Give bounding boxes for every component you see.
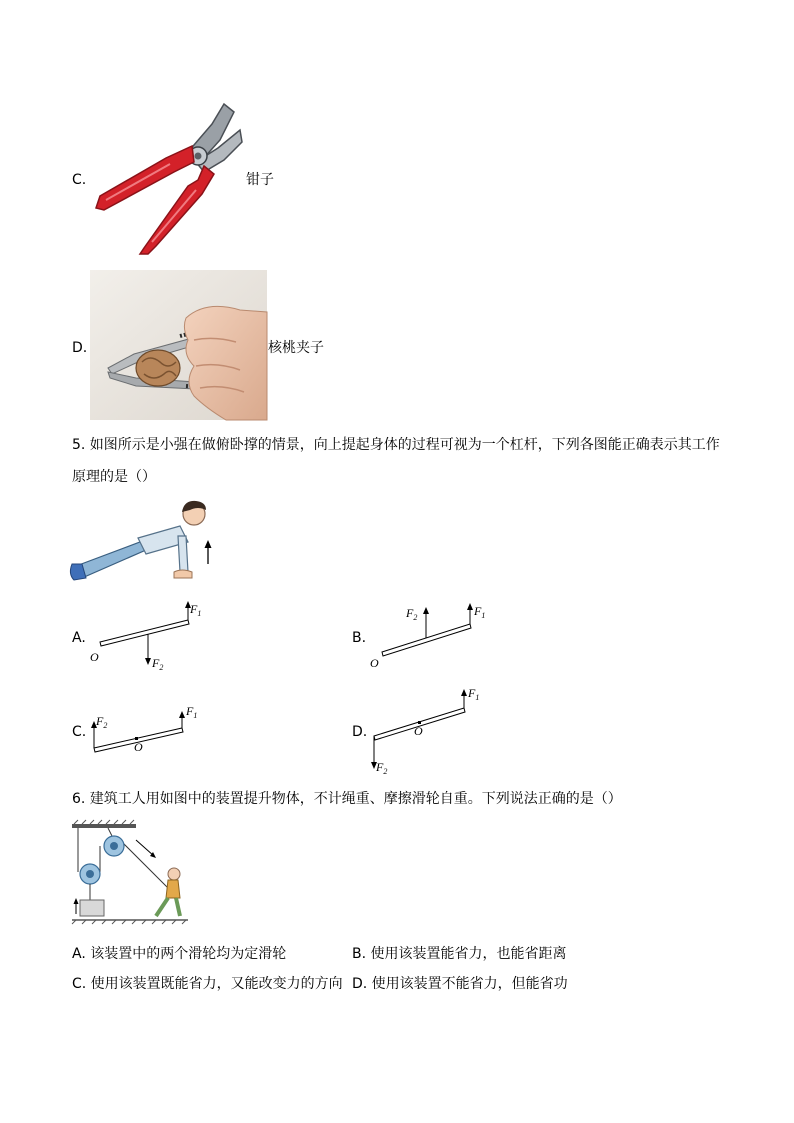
q5-c-o-label: O xyxy=(134,740,143,754)
q6-option-a[interactable]: A. 该装置中的两个滑轮均为定滑轮 xyxy=(72,946,287,962)
q6-option-b[interactable]: B. 使用该装置能省力，也能省距离 xyxy=(352,946,567,962)
q5-d-o-label: O xyxy=(414,724,423,738)
nutcracker-photo xyxy=(90,270,267,420)
q5-c-f2-label: $F_2$ xyxy=(96,714,108,730)
q5-b-o-label: O xyxy=(370,656,379,670)
pulley-figure xyxy=(70,820,190,930)
q5-a-f2-label: $F_2$ xyxy=(152,656,164,672)
q5-a-o-label: O xyxy=(90,650,99,664)
pliers-icon xyxy=(92,100,244,256)
q6-option-d[interactable]: D. 使用该装置不能省力，但能省功 xyxy=(352,976,568,992)
q5-b-f2-label: $F_2$ xyxy=(406,606,418,622)
option-c-label: 钳子 xyxy=(246,172,274,188)
option-d-label: 核桃夹子 xyxy=(268,340,324,356)
q5-c-f1-label: $F_1$ xyxy=(186,704,198,720)
q6-stem: 6. 建筑工人用如图中的装置提升物体，不计绳重、摩擦滑轮自重。下列说法正确的是（） xyxy=(72,791,622,807)
option-d-letter: D. xyxy=(72,340,88,356)
q5-stem-line2: 原理的是（） xyxy=(72,469,156,485)
q5-d-f1-label: $F_1$ xyxy=(468,686,480,702)
q6-option-c[interactable]: C. 使用该装置既能省力，又能改变力的方向 xyxy=(72,976,343,992)
q5-option-c-letter[interactable]: C. xyxy=(72,724,87,740)
q5-option-d-letter[interactable]: D. xyxy=(352,724,368,740)
pushup-figure xyxy=(70,498,220,588)
q5-lever-b xyxy=(370,598,510,678)
q5-a-f1-label: $F_1$ xyxy=(190,602,202,618)
option-c-letter: C. xyxy=(72,172,87,188)
q5-option-a-letter[interactable]: A. xyxy=(72,630,86,646)
q5-stem-line1: 5. 如图所示是小强在做俯卧撑的情景，向上提起身体的过程可视为一个杠杆，下列各图能正确表示其工作 xyxy=(72,437,720,453)
q5-b-f1-label: $F_1$ xyxy=(474,604,486,620)
q5-d-f2-label: $F_2$ xyxy=(376,760,388,776)
q5-option-b-letter[interactable]: B. xyxy=(352,630,367,646)
